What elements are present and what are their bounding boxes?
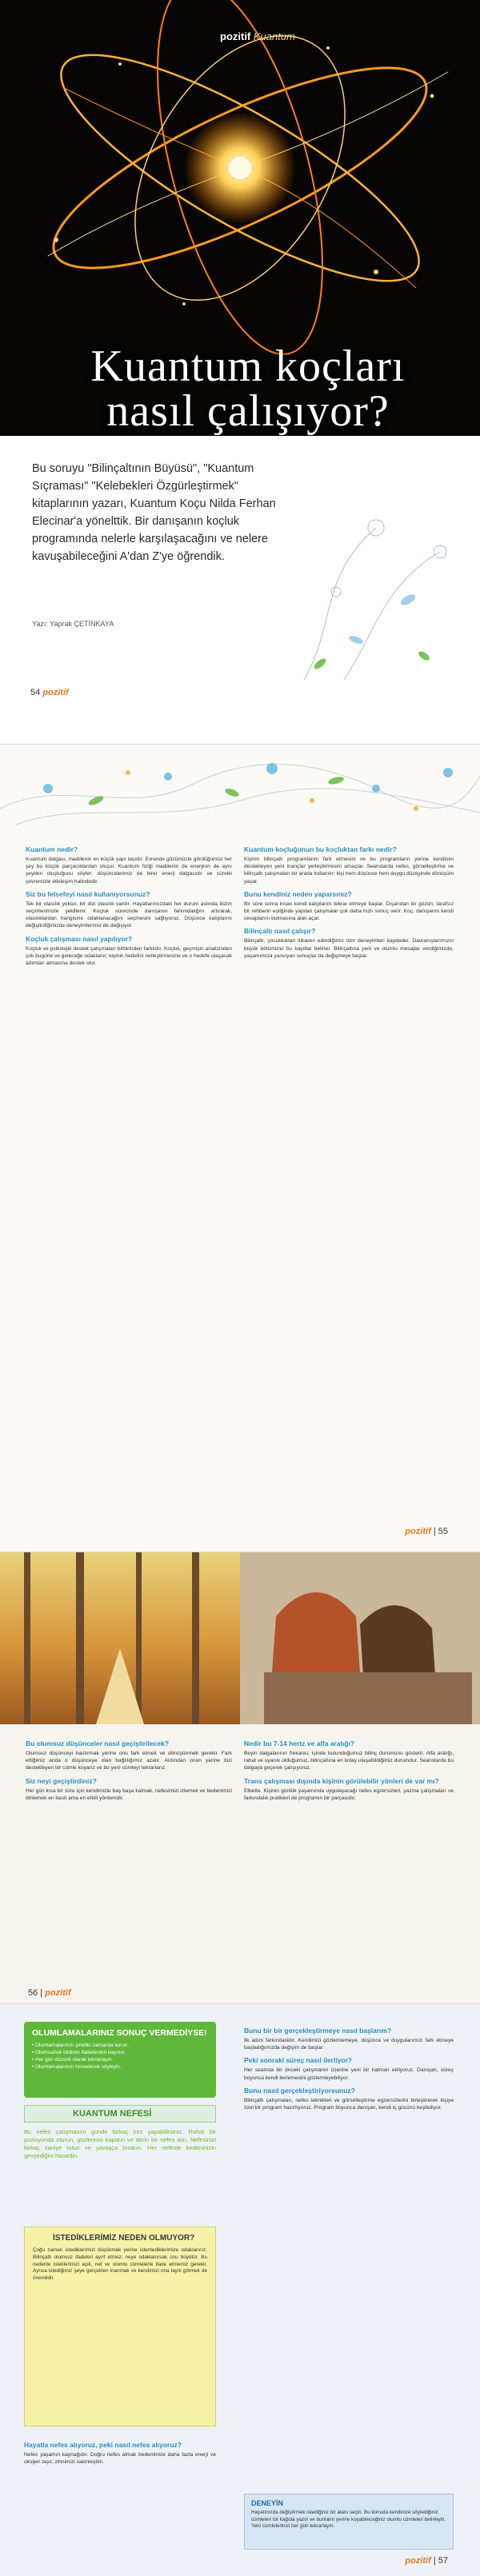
column-left [26, 841, 232, 970]
subheading: Siz neyi geçiştirdiniz? [26, 1776, 97, 1785]
list-item: • Olumsuzluk bildiren ifadelerden kaçının. [32, 2050, 126, 2055]
folio-brand: pozitif [42, 688, 69, 697]
subheading: Kuantum koçluğunun bu koçluktan farkı nedir? [244, 845, 397, 853]
folio-number: 55 [438, 1527, 448, 1536]
paragraph: Olumsuz düşünceyi bastırmak yerine onu fark etmek ve dönüştürmek gerekir. Fark ettiğimiz anda o düşünceye olan bağlılığımız azalır. Ardından onun yerine bizi destekleyen bir cümle koyarız ve bu yeni cümleyi tekrarlarız. [26, 1751, 232, 1771]
page-54 [0, 0, 480, 744]
folio-brand: pozitif [45, 1988, 71, 1998]
section-header [220, 30, 295, 42]
subheading: Bilinçaltı nasıl çalışır? [244, 927, 316, 936]
paragraph: Her seansta bir önceki çalışmanın üzerine yeni bir katman ekliyoruz. Danışan, süreç boyunca kendi ilerlemesini gözlemleyebiliyor. [244, 2067, 454, 2081]
question-box [24, 2227, 216, 2426]
subheading: Siz bu felsefeyi nasıl kullanıyorsunuz? [26, 889, 150, 898]
list-item: • Olumlamalarınızı hissederek söyleyin. [32, 2064, 122, 2070]
paragraph: Kuantum dalgası, maddenin en küçük yapı taşıdır. Evrende gözümüzle gördüğümüz her şey bu küçük parçacıklardan oluşur. Kuantum fiziği maddenin de enerjinin de aynı şeyden oluştuğunu söyler; düşüncelerimiz de birer enerji dalgasıdır ve sürekli çevremizle etkileşim halindedir. [26, 857, 232, 885]
column-right [244, 841, 454, 963]
hero-image [0, 0, 480, 436]
column-right [244, 1735, 454, 1805]
forest-photo [0, 1552, 480, 1724]
box-text: Çoğu zaman istediklerimizi düşünmek yerine istemediklerimize odaklanırız. Bilinçaltı olumsuz ifadeleri ayırt etmez; neye odaklanırsak onu büyütür. Bu nedenle isteklerimizi açık, net ve olumlu cümlelerle ifade etmemiz gerekir. Ayrıca istediğimiz şeye gerçekten inanmak ve kendimizi ona layık görmek de önemlidir. [33, 2247, 207, 2282]
paragraph: Koçluk ve psikolojik destek çalışmaları birbirinden farklıdır. Koçluk, geçmişin analizinden çok bugüne ve geleceğe odaklanır; kişinin hedefini netleştirmesine ve o hedefe ulaşacak adımları atmasına destek olur. [26, 945, 232, 967]
paragraph: Elbette. Kişinin günlük yaşamında uygulayacağı nefes egzersizleri, yazma çalışmaları ve farkındalık pratikleri de programın bir parçasıdır. [244, 1787, 454, 1801]
folio-brand: pozitif [405, 2556, 431, 2566]
subheading: Bu olumsuz düşünceler nasıl geçiştirilecek? [26, 1739, 170, 1747]
breath-banner [24, 2105, 216, 2123]
banner-title: KUANTUM NEFESİ [73, 2109, 152, 2119]
page-57 [0, 2003, 480, 2576]
folio-number: 54 [30, 688, 41, 697]
paragraph: Beyin dalgalarının frekansı, içinde bulunduğumuz bilinç durumunu gösterir. Alfa aralığı, rahat ve uyanık olduğumuz, bilinçaltına en kolay ulaşabildiğimiz durumdur. Seanslarda bu dalgaya geçerek çalışıyoruz. [244, 1751, 454, 1771]
floral-banner [0, 745, 480, 833]
floral-decoration [288, 480, 464, 688]
article-title [24, 341, 472, 436]
box-title: İSTEDİKLERİMİZ NEDEN OLMUYOR? [53, 2234, 195, 2243]
paragraph: İlk adım farkındalıktır. Kendimizi gözlemlemeye, düşünce ve duygularımızı fark etmeye başladığımızda değişim de başlar. [244, 2038, 454, 2051]
header-topic: Kuantum [253, 30, 295, 42]
subheading: Bunu bir bir gerçekleştirmeye nasıl başlarım? [244, 2027, 392, 2035]
folio-number: 57 [438, 2556, 448, 2566]
paragraph: Bilinçaltı çalışmaları, nefes teknikleri ve görselleştirme egzersizlerini birleştirerek kişiye özel bir program hazırlıyoruz. Program boyunca danışan, kendi iç gücünü keşfediyor. [244, 2097, 454, 2111]
subheading: Koçluk çalışması nasıl yapılıyor? [26, 934, 133, 943]
box-text: Hayatınızda değiştirmek istediğiniz bir alanı seçin. Bu konuda kendinize söylediğiniz cümleleri bir kağıda yazın ve bunların yerine koyabileceğiniz olumlu cümleleri belirleyin. Yeni cümlelerinizi her gün tekrarlayın. [251, 2510, 446, 2529]
subheading: Bunu kendiniz neden yaparsınız? [244, 889, 352, 898]
affirmation-box [24, 2022, 216, 2098]
list-item: • Olumlamalarınızı şimdiki zamanda kurun. [32, 2043, 130, 2048]
subheading: Peki sonraki süreç nasıl ilerliyor? [244, 2056, 353, 2065]
list-item: • Her gün düzenli olarak tekrarlayın. [32, 2057, 114, 2063]
subheading: Hayatla nefes alıyoruz, peki nasıl nefes alıyoruz? [24, 2441, 182, 2449]
folio-number: 56 [28, 1988, 38, 1998]
page-folio: pozitif | 55 [405, 1527, 448, 1536]
subheading: Trans çalışması dışında kişinin görülebilir yönleri de var mı? [244, 1776, 439, 1785]
tip-list [32, 2042, 208, 2071]
subheading: Bunu nasıl gerçekleştiriyorsunuz? [244, 2086, 355, 2095]
column-right [244, 2022, 454, 2115]
page-56 [0, 1552, 480, 2003]
paragraph: Kişinin bilinçaltı programlarını fark etmesini ve bu programların yerine kendisini destekleyen yeni inançlar yerleştirmesini amaçlar. Seanslarda nefes, görselleştirme ve bilinçaltı çalışmaları bir arada kullanılır; kişi hem düşünce hem duygu düzeyinde dönüşüm yaşar. [244, 857, 454, 885]
subheading: Kuantum nedir? [26, 845, 78, 853]
breath-text: Bu nefes çalışmasını günde birkaç kez yapabilirsiniz. Rahat bir pozisyonda oturun, gözlerinizi kapatın ve derin bir nefes alın. Nefesinizi birkaç saniye tutun ve yavaşça bırakın. Her nefeste bedeninizin gevşediğini hissedin. [24, 2128, 216, 2159]
subheading: Nedir bu 7-14 hertz ve alfa aralığı? [244, 1739, 354, 1747]
title-line-2: nasıl çalışıyor? [106, 386, 390, 436]
header-section: pozitif [220, 30, 251, 42]
box-title: OLUMLAMALARINIZ SONUÇ VERMEDİYSE! [32, 2028, 207, 2038]
column-left [26, 1735, 232, 1805]
try-it-box [244, 2494, 454, 2550]
paragraph: Tek bir olasılık yoktur, bir dizi olasılık vardır. Hayatlarımızdaki her durum aslında bizim seçimlerimizle şekillenir. Koçluk sürecinde danışanın farkındalığını artırarak, olasılıklardan hangisine odaklanacağını seçmesini sağlıyoruz. Düşünce kalıplarını değiştirdiğimizde deneyimlerimiz de değişiyor. [26, 901, 232, 929]
title-line-1: Kuantum koçları [90, 341, 406, 391]
page-folio: pozitif | 57 [405, 2556, 448, 2566]
column-left [24, 2436, 216, 2469]
paragraph: Nefes yaşamın kaynağıdır. Doğru nefes almak bedenimize daha fazla enerji ve oksijen taşır, zihnimizi sakinleştirir. [24, 2452, 216, 2466]
paragraph: Her gün kısa bir süre için kendimizle baş başa kalmak, nefesimizi izlemek ve bedenimizi dinlemek en basit ama en etkili yöntemdir. [26, 1787, 232, 1801]
lead-paragraph: Bu soruyu "Bilinçaltının Büyüsü", "Kuantum Sıçraması" "Kelebekleri Özgürleştirmek" kitaplarının yazarı, Kuantum Koçu Nilda Ferhan Elecinar'a yönelttik. Bir danışanın koçluk programında nelerle karşılaşacağını ve nelere kavuşabileceğini A'dan Z'ye öğrendik. [32, 462, 276, 563]
byline: Yazı: Yaprak ÇETİNKAYA [32, 620, 114, 628]
paragraph: Bilinçaltı, çocukluktan itibaren edindiğimiz tüm deneyimleri kaydeder. Davranışlarımızın büyük bölümünü bu kayıtlar belirler. Bilinçaltına yeni ve olumlu mesajlar verdiğimizde, yaşamımıza yansıyan sonuçlar da değişmeye başlar. [244, 938, 454, 959]
box-title: DENEYİN [251, 2499, 284, 2507]
page-folio: 56 | pozitif [28, 1988, 71, 1998]
paragraph: Bir süre sonra insan kendi kalıplarını tekrar etmeye başlar. Dışarıdan bir gözün, tarafsız bir rehberin eşliğinde yapılan çalışmalar çok daha hızlı sonuç verir. Koç, danışanın kendi cevaplarını bulmasına alan açar. [244, 901, 454, 922]
page-55 [0, 744, 480, 1552]
folio-brand: pozitif [405, 1527, 431, 1536]
page-folio [30, 688, 69, 697]
